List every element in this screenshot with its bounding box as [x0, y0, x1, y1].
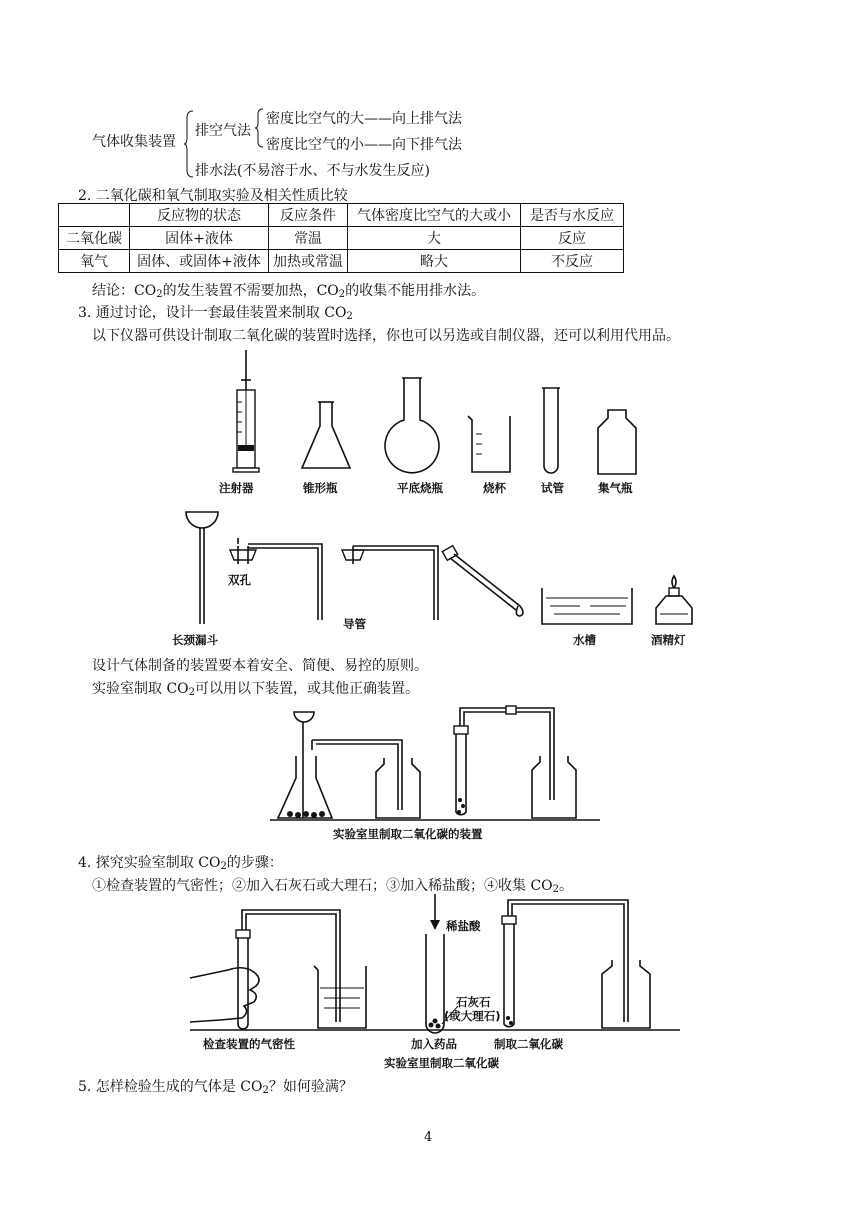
- section2-title: 2. 二氧化碳和氧气制取实验及相关性质比较: [78, 188, 348, 204]
- label-make-co2: 制取二氧化碳: [494, 1037, 563, 1051]
- label-long-funnel: 长颈漏斗: [172, 633, 218, 647]
- label-gas-bottle: 集气瓶: [598, 481, 633, 495]
- comparison-table: [58, 203, 624, 273]
- table-cell: 二氧化碳: [59, 227, 130, 250]
- collection-root: 气体收集装置: [92, 134, 176, 150]
- figure1-caption: 实验室里制取二氧化碳的装置: [333, 827, 483, 841]
- table-row: [59, 227, 624, 250]
- lab-setup-text: 实验室制取 $CO_2$可以用以下装置，或其他正确装置。: [92, 681, 420, 698]
- gas-bottle-icon: [594, 408, 640, 478]
- table-cell: 固体+液体: [130, 227, 269, 250]
- collection-branch1: 排空气法: [195, 123, 251, 139]
- collection-branch1-a: 密度比空气的大——向上排气法: [266, 111, 462, 127]
- label-acid: 稀盐酸: [446, 919, 481, 933]
- flat-flask-icon: [382, 374, 442, 474]
- brace-outer-icon: [184, 110, 194, 178]
- beaker-icon: [466, 414, 514, 474]
- page-number: 4: [424, 1130, 433, 1145]
- alcohol-lamp-icon: [654, 574, 696, 628]
- label-conical: 锥形瓶: [303, 481, 338, 495]
- table-row: [59, 250, 624, 273]
- collection-branch1-b: 密度比空气的小——向下排气法: [266, 137, 462, 153]
- principle-text: 设计气体制备的装置要本着安全、简便、易控的原则。: [92, 658, 428, 674]
- section4-title: 4. 探究实验室制取 $CO_2$的步骤：: [78, 855, 283, 872]
- label-alcohol-lamp: 酒精灯: [651, 633, 686, 647]
- long-funnel-icon: [182, 508, 222, 628]
- section3-intro: 以下仪器可供设计制取二氧化碳的装置时选择，你也可以另选或自制仪器，还可以利用代用品。: [92, 328, 680, 344]
- syringe-icon: [228, 350, 264, 475]
- table-cell: 略大: [348, 250, 521, 273]
- table-header-cell: 是否与水反应: [521, 204, 624, 227]
- table-header-cell: 反应条件: [269, 204, 348, 227]
- label-water-trough: 水槽: [573, 633, 596, 647]
- table-cell: 大: [348, 227, 521, 250]
- label-limestone-2: (或大理石): [444, 1009, 501, 1023]
- section4-steps: ①检查装置的气密性；②加入石灰石或大理石；③加入稀盐酸；④收集 $CO_2$。: [92, 878, 574, 895]
- test-tube-icon: [540, 386, 562, 478]
- label-add-reagent: 加入药品: [411, 1037, 457, 1051]
- co2-setup-figure: [270, 700, 600, 830]
- label-check-airtight: 检查装置的气密性: [203, 1037, 295, 1051]
- conclusion: 结论：$CO_2$的发生装置不需要加热，$CO_2$的收集不能用排水法。: [92, 283, 486, 300]
- label-beaker: 烧杯: [483, 481, 506, 495]
- table-header-cell: [59, 204, 130, 227]
- label-double-hole: 双孔: [228, 573, 251, 587]
- conical-flask-icon: [300, 400, 352, 472]
- table-cell: 固体、或固体+液体: [130, 250, 269, 273]
- table-cell: 不反应: [521, 250, 624, 273]
- figure2-caption: 实验室里制取二氧化碳: [384, 1056, 499, 1070]
- collection-branch2: 排水法(不易溶于水、不与水发生反应): [195, 163, 430, 179]
- label-limestone-1: 石灰石: [456, 995, 491, 1009]
- section3-title: 3. 通过讨论，设计一套最佳装置来制取 $CO_2$: [78, 305, 353, 322]
- delivery-tube-icon: [340, 536, 450, 622]
- label-syringe: 注射器: [219, 481, 254, 495]
- table-cell: 反应: [521, 227, 624, 250]
- bent-tube-icon: [440, 540, 540, 620]
- co2-steps-figure: [190, 894, 680, 1040]
- water-trough-icon: [540, 586, 634, 628]
- section5-title: 5. 怎样检验生成的气体是 $CO_2$？如何验满？: [78, 1079, 353, 1096]
- label-flat-flask: 平底烧瓶: [397, 481, 443, 495]
- brace-inner-icon: [255, 108, 264, 148]
- table-cell: 常温: [269, 227, 348, 250]
- label-tube: 导管: [343, 617, 366, 631]
- label-test-tube: 试管: [541, 481, 564, 495]
- table-header-cell: 气体密度比空气的大或小: [348, 204, 521, 227]
- table-header-row: [59, 204, 624, 227]
- table-header-cell: 反应物的状态: [130, 204, 269, 227]
- table-cell: 氧气: [59, 250, 130, 273]
- table-cell: 加热或常温: [269, 250, 348, 273]
